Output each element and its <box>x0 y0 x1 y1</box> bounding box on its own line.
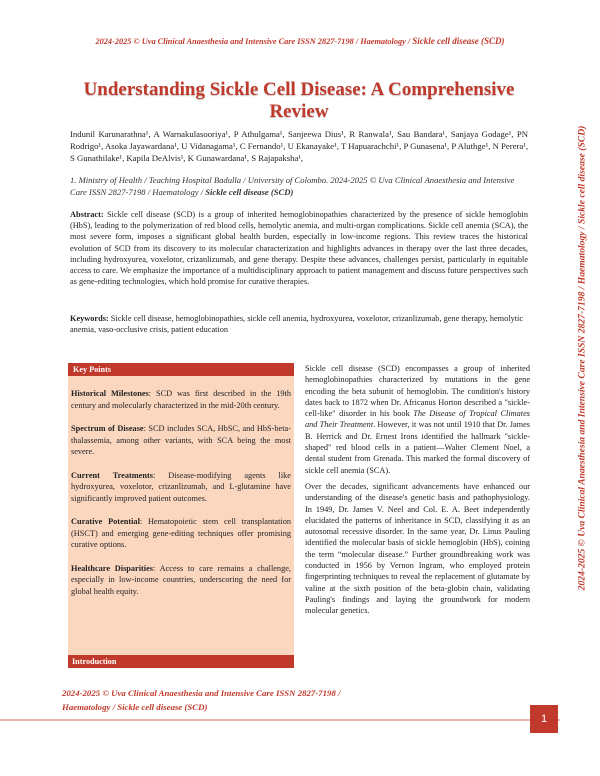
footer-line-2: Haematology / Sickle cell disease (SCD) <box>62 702 208 712</box>
key-point-text: : Disease-modifying agents like hydroxyurea, voxelotor, crizanlizumab, and L-glutamine have significantly improved patient outcomes. <box>71 470 291 503</box>
abstract <box>70 209 528 287</box>
abstract-label: Abstract: <box>70 210 104 219</box>
introduction-heading: Introduction <box>68 655 294 668</box>
key-point-label: Healthcare Disparities <box>71 563 154 573</box>
running-header-text: 2024-2025 © Uva Clinical Anaesthesia and Intensive Care ISSN 2827-7198 / Haematology / <box>95 37 413 46</box>
author-list: Indunil Karunarathna¹, A Warnakulasooriya¹, P Athulgama¹, Sanjeewa Dius¹, R Ranwala¹, Sau Bandara¹, Sanjaya Godage¹, PN Rodrigo¹, Asoka Jayawardana¹, U Vidanagama¹, C Fernando¹, U Ekanayake¹, T Hapuarachchi¹, P Gunasena¹, P Aluthge¹, N Perera¹, S Gunathilake¹, Kapila DeAlvis¹, K Gunawardana¹, S Rajapaksha¹, <box>70 129 528 164</box>
key-point-text: : Hematopoietic stem cell transplantation (HSCT) and emerging gene-editing techniques offer promising curative options. <box>71 517 291 549</box>
body-paragraph-2: Over the decades, significant advancements have enhanced our understanding of the disease's genetic basis and pathophysiology. In 1949, Dr. James V. Neel and Col. E. A. Beet independently elucidated the patterns of inheritance in SCD, classifying it as an autosomal recessive disorder. In the same year, Dr. Linus Pauling identified the molecular basis of sickle hemoglobin (HbS), coining the term “molecular disease.” Further groundbreaking work was conducted in 1956 by Vernon Ingram, who employed protein fingerprinting techniques to reveal the replacement of glutamate by valine at the sixth position of the beta-globin chain, validating Pauling's findings and laying the groundwork for modern molecular genetics. <box>305 481 530 616</box>
key-points-list <box>68 388 294 597</box>
page-number: 1 <box>530 705 558 733</box>
key-point <box>71 388 291 411</box>
body-column <box>305 363 530 622</box>
p1-book-title: The Disease of Tropical Climates and Their Treatment <box>305 409 530 430</box>
keywords-label: Keywords: <box>70 314 109 323</box>
running-header <box>0 36 600 46</box>
key-point <box>71 563 291 598</box>
key-point-label: Current Treatments <box>71 470 153 480</box>
key-point-text: : SCD was first described in the 19th century and molecularly characterized in the mid-20th century. <box>71 389 291 410</box>
footer-rule <box>0 706 560 724</box>
key-points-box <box>68 363 294 666</box>
p1-text-b: . However, it was not until 1910 that Dr. James B. Herrick and Dr. Ernest Irons identified the hallmark "sickle-shaped" red blood cells in a patient—Walter Clement Noel, a dental student from Grenada. This marked the formal discovery of sickle cell anemia (SCA). <box>305 420 531 475</box>
keywords <box>70 313 528 335</box>
key-point-label: Spectrum of Disease <box>71 424 144 433</box>
affiliation-topic: Sickle cell disease (SCD) <box>205 186 294 197</box>
body-paragraph-1 <box>305 363 530 476</box>
side-running-title <box>574 98 590 618</box>
key-point-label: Curative Potential <box>71 517 140 526</box>
key-point <box>71 423 291 458</box>
key-point-label: Historical Milestones <box>71 389 149 398</box>
key-points-heading: Key Points <box>68 363 294 376</box>
key-point <box>71 470 291 505</box>
key-point-text: : Access to care remains a challenge, especially in low-income countries, underscoring the need for global health equity. <box>71 563 291 596</box>
affiliation <box>70 175 528 198</box>
footer-line-1: 2024-2025 © Uva Clinical Anaesthesia and Intensive Care ISSN 2827-7198 / <box>62 688 341 698</box>
key-point <box>71 516 291 551</box>
running-header-topic: Sickle cell disease (SCD) <box>412 36 505 46</box>
paper-title: Understanding Sickle Cell Disease: A Comprehensive Review <box>83 79 515 122</box>
p1-text-a: Sickle cell disease (SCD) encompasses a group of inherited hemoglobinopathies characterized by mutations in the gene encoding the beta subunit of hemoglobin. The condition's history dates back to 1872 when Dr. Africanus Horton described a "sickle-cell-like" disorder in his book <box>305 364 530 419</box>
side-running-text: 2024-2025 © Uva Clinical Anaesthesia and Intensive Care ISSN 2827-7198 / Haematology / Sickle cell disease (SCD) <box>576 125 588 591</box>
affiliation-text: 1. Ministry of Health / Teaching Hospital Badulla / University of Colombo. 2024-2025 © Uva Clinical Anaesthesia and Intensive Care ISSN 2827-7198 / Haematology / <box>70 175 515 197</box>
abstract-text: Sickle cell disease (SCD) is a group of inherited hemoglobinopathies characterized by the presence of sickle hemoglobin (HbS), leading to the polymerization of red blood cells, hemolytic anemia, and multi-organ complications. Sickle cell anemia (SCA), the most severe form, imposes a significant global health burden, especially in low-income regions. This review traces the historical evolution of SCD from its discovery to its molecular characterization and highlights advances in therapy over the last three decades, including hydroxyurea, voxelotor, crizanlizumab, and gene therapy. Despite these advances, challenges persist, particularly in equitable access to care. We emphasize the importance of a multidisciplinary approach to patient management and discuss future perspectives such as gene-editing technologies, which hold promise for curative therapies. <box>70 210 528 287</box>
keywords-text: Sickle cell disease, hemoglobinopathies, sickle cell anemia, hydroxyurea, voxelotor, crizanlizumab, gene therapy, hemolytic anemia, vaso-occlusive crisis, patient education <box>70 314 524 335</box>
key-point-text: : SCD includes SCA, HbSC, and HbS-beta-thalassemia, among other variants, with SCA being the most severe. <box>71 424 291 456</box>
